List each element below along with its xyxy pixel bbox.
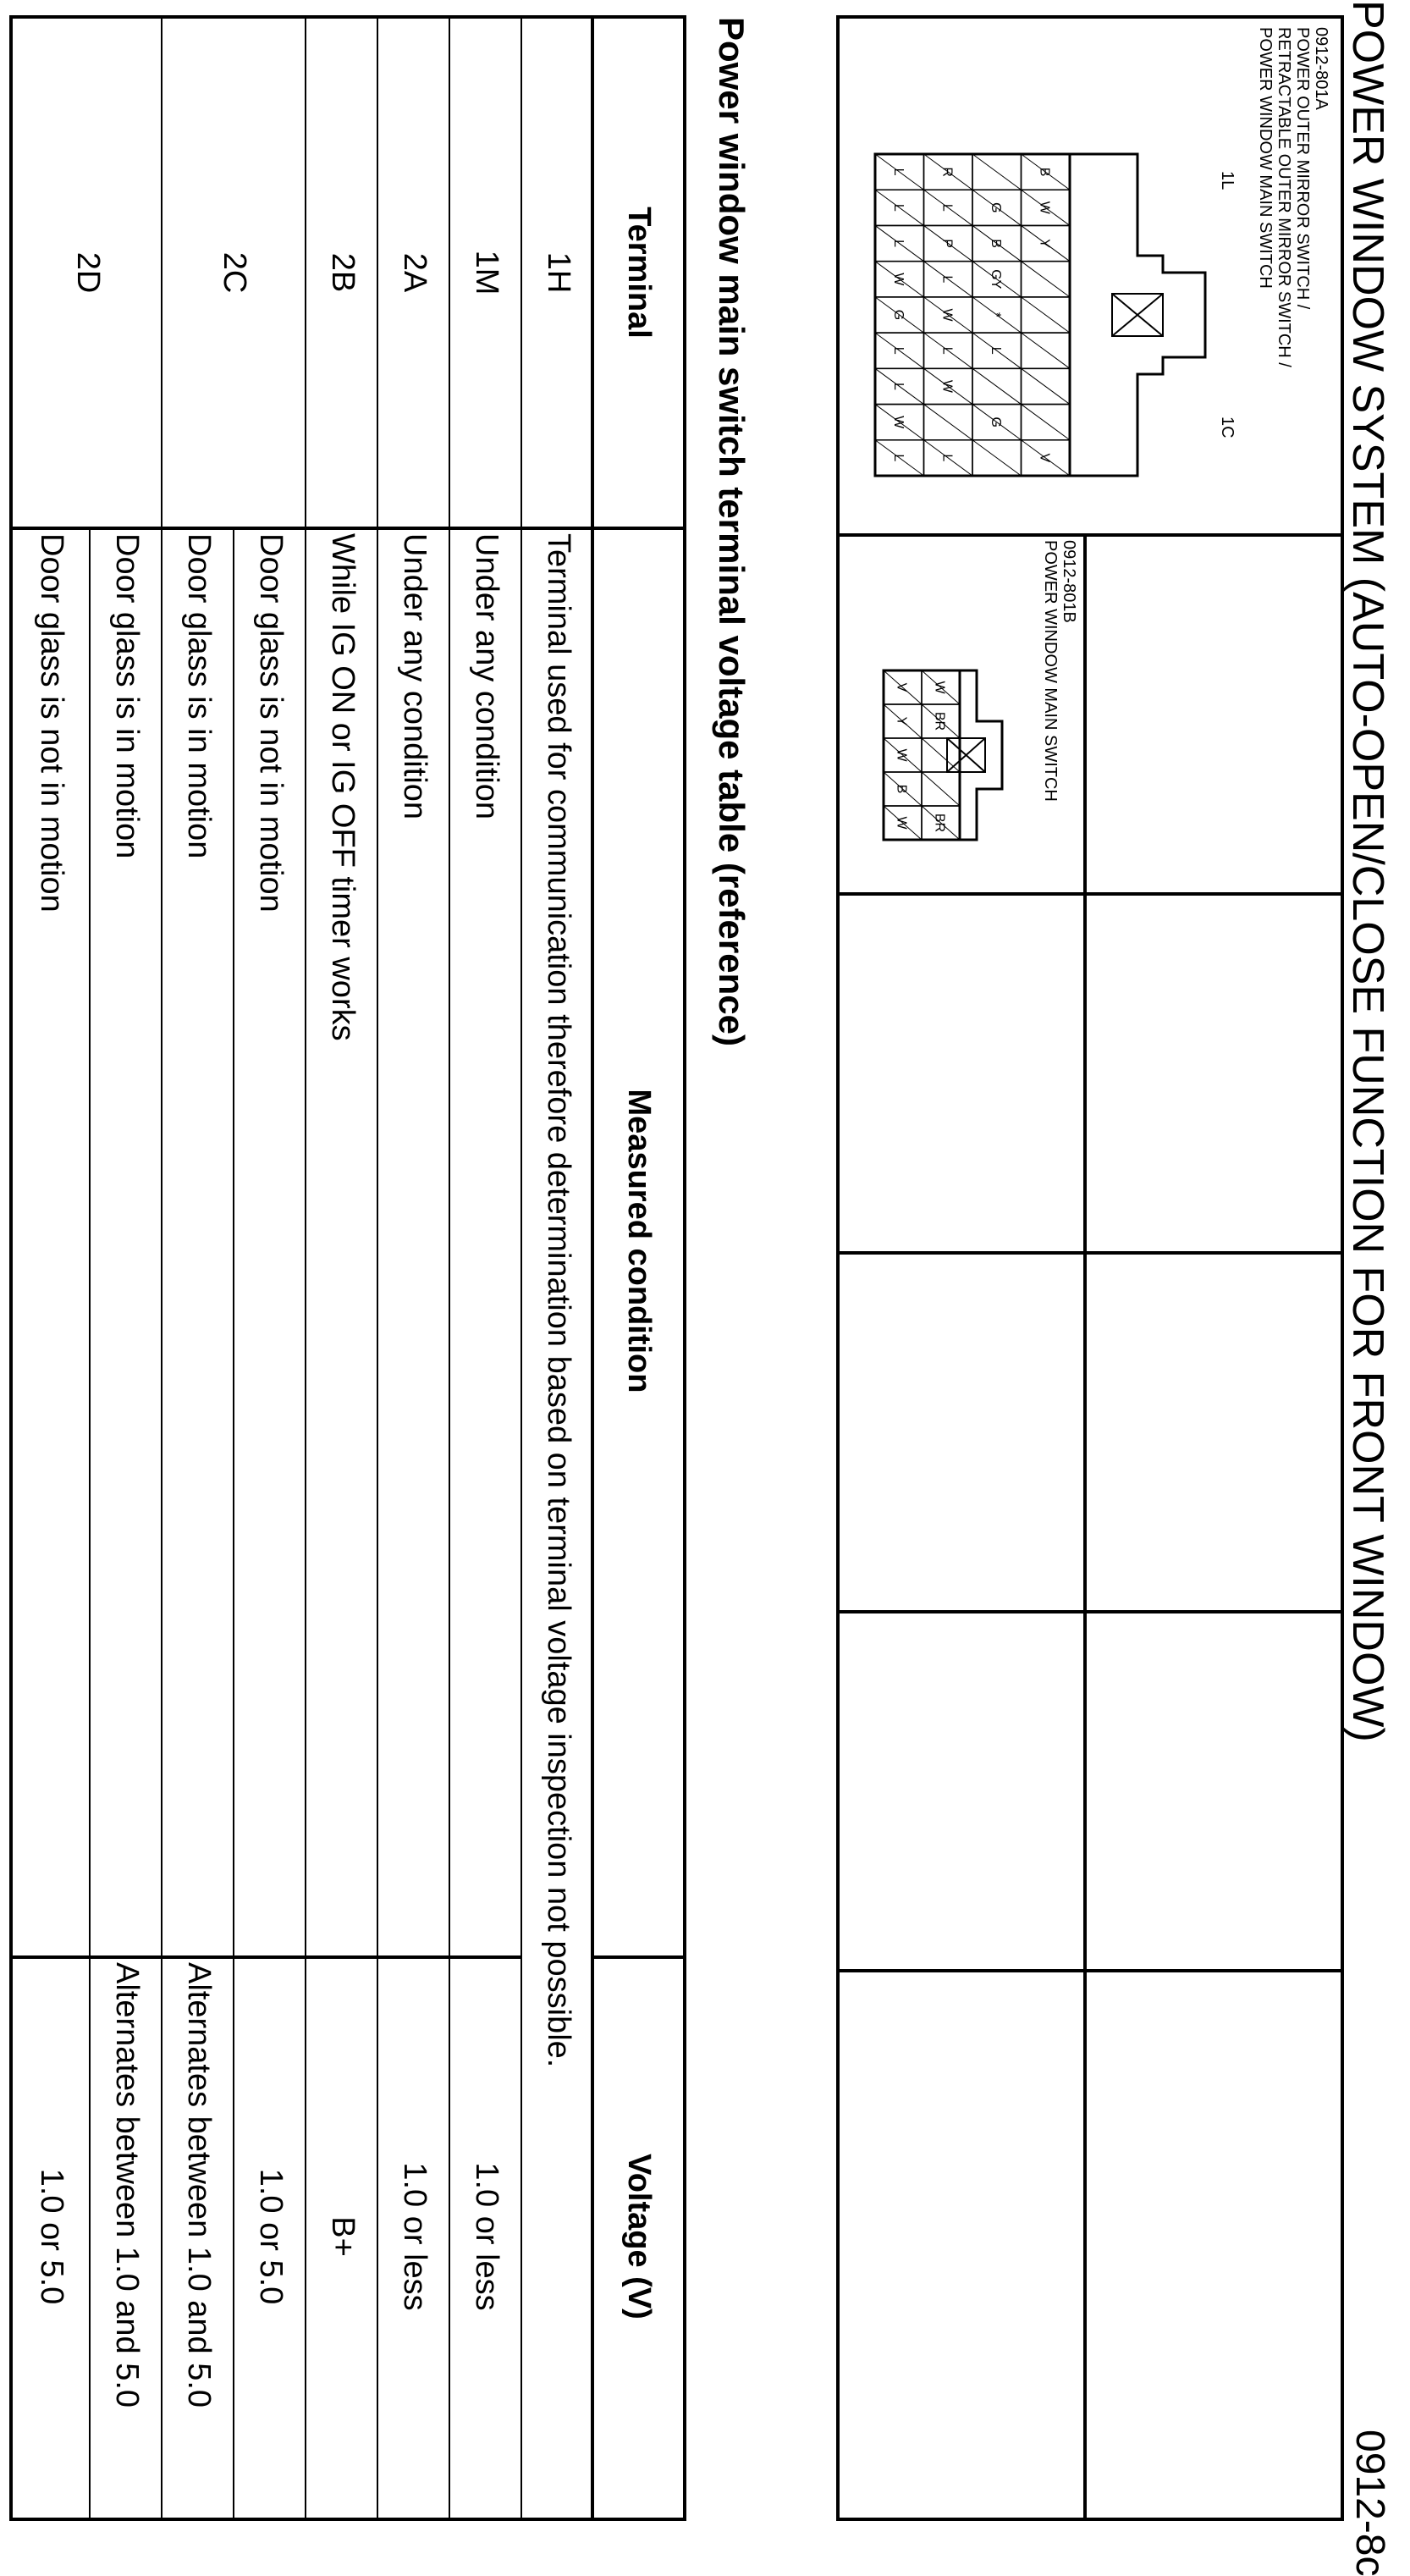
table-row-condition: Door glass is in motion [181,533,217,859]
table-row-condition: Under any condition [397,533,432,819]
pin-label: L [988,346,1003,355]
connector-b-id: 0912-801B [1060,540,1078,623]
table-row-condition: Under any condition [469,533,504,819]
pin-label: L [939,203,955,212]
table-row-voltage: Alternates between 1.0 and 5.0 [109,1962,145,2408]
frame-divider [1083,533,1087,2518]
table-title: Power window main switch terminal voltage table (reference) [712,17,752,1046]
connector-b-diagram [867,662,1019,848]
table-row-condition: Terminal used for communication therefore determination based on terminal voltage inspection not possible. [541,533,576,2068]
connector-a-name: RETRACTABLE OUTER MIRROR SWITCH / [1275,27,1293,367]
pin-label: L [890,346,906,355]
pin-label: L [939,275,955,284]
voltage-table [9,15,686,2521]
pin-label: W [890,273,906,286]
frame-divider [840,533,1341,537]
pin-label: W [939,308,955,322]
connector-b-name: POWER WINDOW MAIN SWITCH [1041,540,1060,802]
pin-label: * [988,312,1003,318]
connector-a-id: 0912-801A [1312,27,1330,110]
connector-a-label [1256,27,1330,367]
frame-divider [840,892,1341,896]
pin-label: L [939,346,955,355]
pin-label: Y [894,716,909,726]
table-row-condition: Door glass is in motion [109,533,145,859]
table-row-voltage: Alternates between 1.0 and 5.0 [181,1962,217,2408]
pin-label: L [890,240,906,248]
frame-divider [840,1610,1341,1613]
pin-label: G [988,202,1003,213]
table-row-terminal: 2D [70,251,106,294]
pin-label: W [894,816,909,830]
header-condition: Measured condition [621,1089,657,1393]
table-row-condition: Door glass is not in motion [34,533,70,913]
pin-label: G [890,309,906,321]
pin-label: V [894,682,909,692]
page-code: 0912-8c [1347,2430,1392,2576]
page-title: POWER WINDOW SYSTEM (AUTO-OPEN/CLOSE FUNCTION FOR FRONT WINDOW) [1343,0,1392,1742]
table-row-terminal: 1H [541,251,576,294]
table-row-condition: Door glass is not in motion [253,533,289,913]
table-row-voltage: B+ [325,2216,361,2257]
header-voltage: Voltage (V) [621,2154,657,2320]
pin-1l-label: 1L [1218,171,1237,190]
table-row-terminal: 1M [469,250,504,295]
table-row-terminal: 2A [397,252,432,293]
pin-label: BR [932,711,947,731]
connector-a-name: POWER WINDOW MAIN SWITCH [1256,27,1275,289]
pin-label: P [939,239,955,248]
pin-label: GY [988,269,1003,290]
pin-label: BR [932,813,947,833]
connector-a-name: POWER OUTER MIRROR SWITCH / [1293,27,1312,310]
pin-label: W [939,379,955,393]
pin-label: B [1037,167,1052,177]
table-row-voltage: 1.0 or 5.0 [253,2168,289,2305]
frame-divider [840,1969,1341,1972]
table-row-condition: While IG ON or IG OFF timer works [325,533,361,1041]
pin-label: W [932,681,947,694]
pin-label: R [939,167,955,177]
header-terminal: Terminal [621,207,657,339]
pin-label: L [890,203,906,212]
pin-label: L [890,168,906,176]
connector-frame [836,15,1344,2521]
connector-a-diagram [858,137,1239,493]
pin-1c-label: 1C [1218,416,1237,439]
pin-label: B [894,784,909,794]
pin-label: Y [1037,239,1052,248]
connector-b-label [1041,540,1078,802]
pin-label: L [890,454,906,462]
pin-label: V [1037,453,1052,463]
table-row-terminal: 2C [217,251,253,294]
table-row-voltage: 1.0 or 5.0 [34,2168,70,2305]
table-row-voltage: 1.0 or less [469,2162,504,2311]
pin-label: W [1037,201,1052,214]
pin-label: G [988,416,1003,427]
pin-label: L [939,454,955,462]
table-row-terminal: 2B [325,252,361,293]
pin-label: B [988,239,1003,248]
pin-label: W [894,748,909,762]
pin-label: L [890,382,906,390]
table-row-voltage: 1.0 or less [397,2162,432,2311]
frame-divider [840,1251,1341,1255]
pin-label: W [890,416,906,429]
